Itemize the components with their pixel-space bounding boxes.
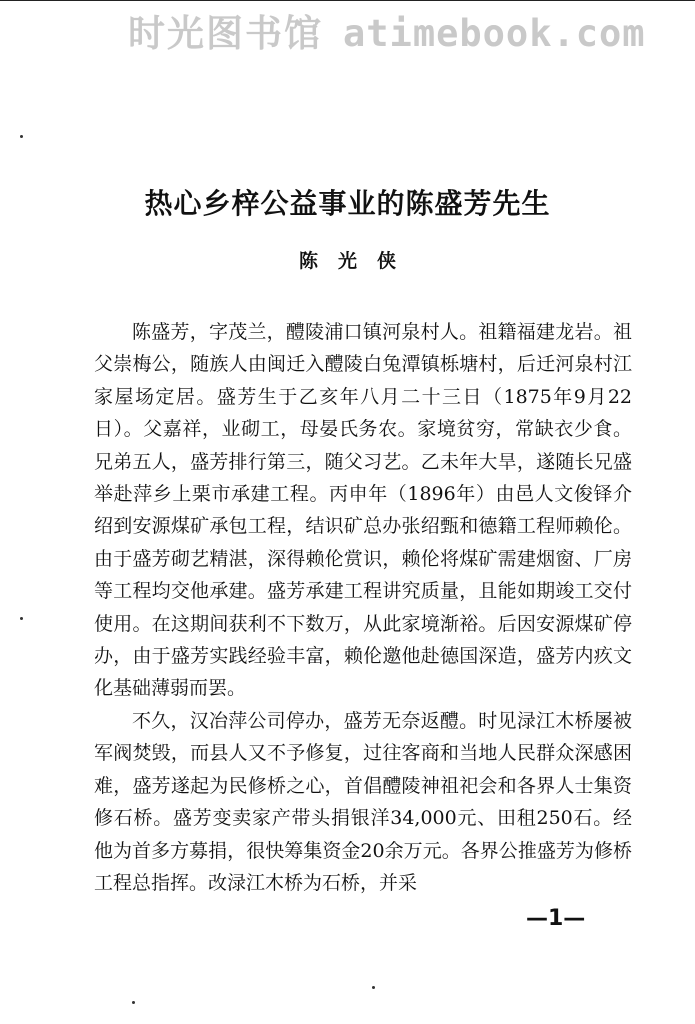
watermark-site-name: 时光图书馆	[128, 12, 323, 55]
scan-speck	[20, 135, 23, 138]
page-number: —1—	[526, 906, 586, 931]
paragraph: 不久，汉冶萍公司停办，盛芳无奈返醴。时见渌江木桥屡被军阀焚毁，而县人又不予修复，过往客商和当地人民群众深感困难，盛芳遂起为民修桥之心，首倡醴陵神祖祀会和各界人士集资修石桥。盛芳变卖家产带头捐银洋34,000元、田租250石。经他为首多方募捐，很快筹集资金20余万元。各界公推盛芳为修桥工程总指挥。改渌江木桥为石桥，并采	[94, 709, 632, 894]
watermark-site-url: atimebook.com	[343, 12, 646, 55]
article-title: 热心乡梓公益事业的陈盛芳先生	[144, 187, 551, 220]
article-body	[94, 316, 632, 899]
scan-speck	[132, 1001, 135, 1004]
top-border-line	[0, 0, 695, 1]
scan-speck	[20, 617, 23, 620]
watermark	[128, 6, 695, 62]
article-author: 陈光侠	[298, 250, 416, 272]
scan-speck	[372, 986, 375, 989]
paragraph: 陈盛芳，字茂兰，醴陵浦口镇河泉村人。祖籍福建龙岩。祖父崇梅公，随族人由闽迁入醴陵白兔潭镇栎塘村，后迁河泉村江家屋场定居。盛芳生于乙亥年八月二十三日（1875年9月22日）。父嘉祥，业砌工，母晏氏务农。家境贫穷，常缺衣少食。兄弟五人，盛芳排行第三，随父习艺。乙未年大旱，遂随长兄盛举赴萍乡上栗市承建工程。丙申年（1896年）由邑人文俊铎介绍到安源煤矿承包工程，结识矿总办张绍甄和德籍工程师赖伦。由于盛芳砌艺精湛，深得赖伦赏识，赖伦将煤矿需建烟窗、厂房等工程均交他承建。盛芳承建工程讲究质量，且能如期竣工交付使用。在这期间获利不下数万，从此家境渐裕。后因安源煤矿停办，由于盛芳实践经验丰富，赖伦邀他赴德国深造，盛芳内疚文化基础薄弱而罢。	[94, 321, 632, 700]
